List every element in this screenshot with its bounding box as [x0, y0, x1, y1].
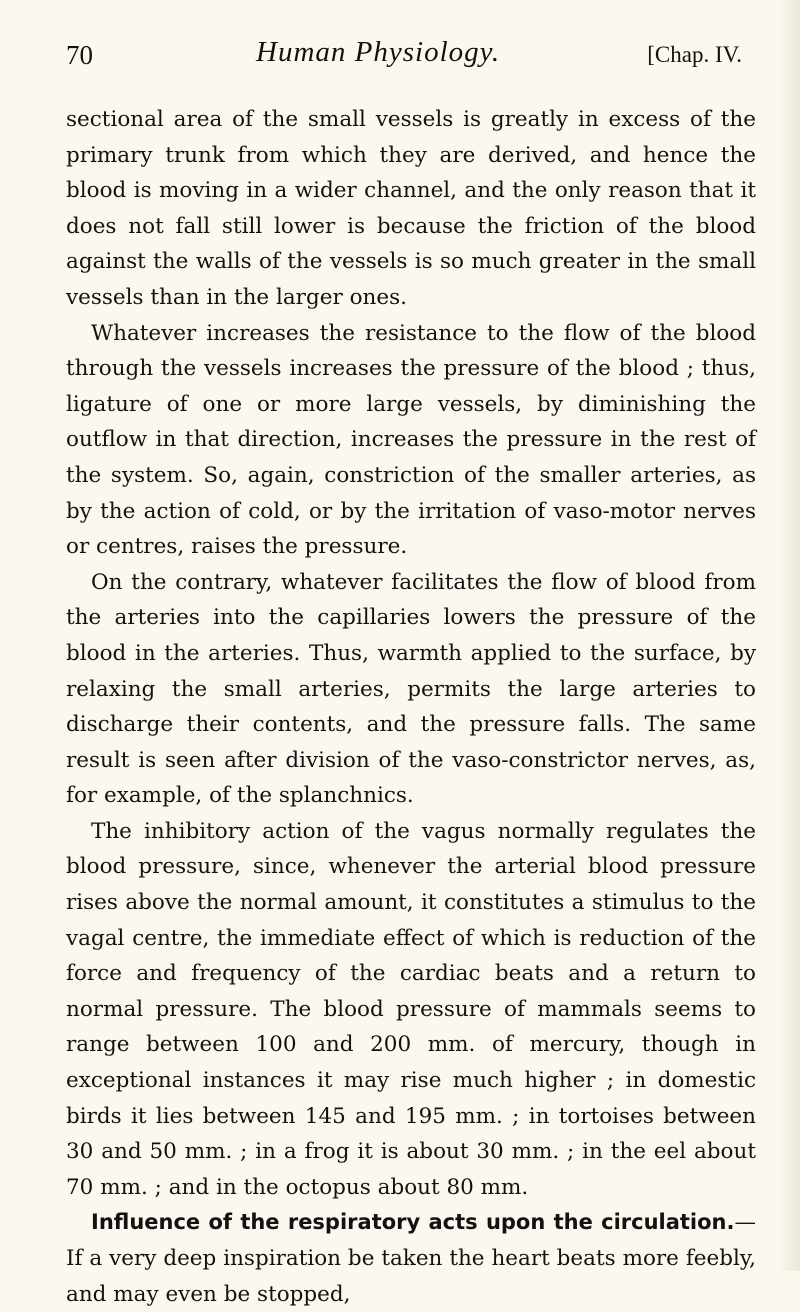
section-heading: Influence of the respiratory acts upon the circulation. — [91, 1210, 735, 1235]
page-number: 70 — [66, 40, 93, 70]
body-text — [66, 102, 756, 1312]
running-title: Human Physiology. — [256, 36, 501, 68]
page-edge-shadow — [778, 0, 800, 1271]
paragraph-facilitation: On the contrary, whatever facilitates the flow of blood from the arteries into the capillaries lowers the pressure of the blood in the arteries. Thus, warmth applied to the surface, by relaxing the small arteries, permits the large arteries to discharge their contents, and the pressure falls. The same result is seen after division of the vaso-constrictor nerves, as, for example, of the splanchnics. — [66, 569, 756, 809]
chapter-reference: [Chap. IV. — [647, 42, 742, 67]
paragraph-respiratory-section — [66, 1205, 756, 1312]
section-text: —If a very deep inspiration be taken the heart beats more feebly, and may even be stopped, — [66, 1210, 756, 1307]
paragraph-resistance: Whatever increases the resistance to the flow of the blood through the vessels increases the pressure of the blood ; thus, ligature of one or more large vessels, by diminishing the outflow in that direction, increases the pressure in the rest of the system. So, again, constriction of the smaller arteries, as by the action of cold, or by the irritation of vaso-motor nerves or centres, raises the pressure. — [66, 320, 756, 560]
paragraph-continued: sectional area of the small vessels is greatly in excess of the primary trunk from which they are derived, and hence the blood is moving in a wider channel, and the only reason that it does not fall still lower is because the friction of the blood against the walls of the vessels is so much greater in the small vessels than in the larger ones. — [66, 107, 756, 310]
page-header — [66, 36, 742, 76]
paragraph-vagus: The inhibitory action of the vagus normally regulates the blood pressure, since, whenever the arterial blood pressure rises above the normal amount, it constitutes a stimulus to the vagal centre, the immediate effect of which is reduction of the force and frequency of the cardiac beats and a return to normal pressure. The blood pressure of mammals seems to range between 100 and 200 mm. of mercury, though in exceptional instances it may rise much higher ; in domestic birds it lies between 145 and 195 mm. ; in tortoises between 30 and 50 mm. ; in a frog it is about 30 mm. ; in the eel about 70 mm. ; and in the octopus about 80 mm. — [66, 818, 756, 1200]
